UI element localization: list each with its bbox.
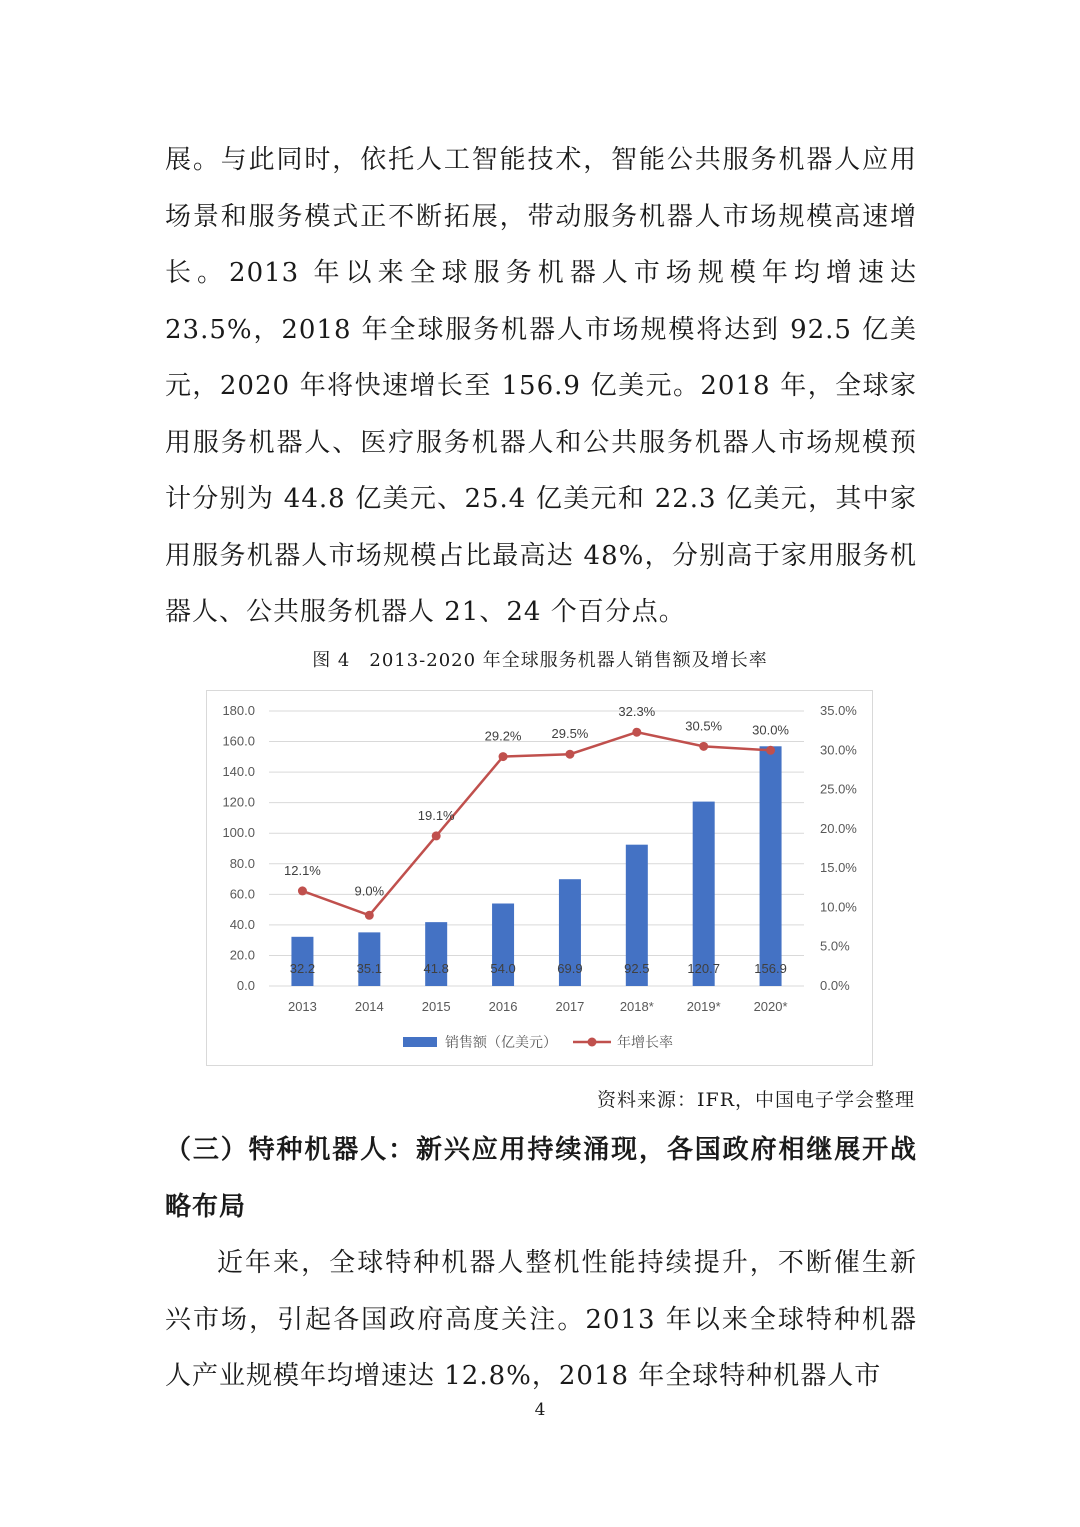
bar-value-label: 120.7 bbox=[687, 961, 720, 976]
chart-container bbox=[206, 690, 873, 1066]
x-axis-tick-label: 2018* bbox=[619, 999, 654, 1014]
left-axis-tick-label: 100.0 bbox=[222, 825, 255, 841]
growth-rate-point bbox=[565, 750, 574, 759]
legend-line-label: 年增长率 bbox=[617, 1035, 673, 1051]
left-axis-tick-label: 60.0 bbox=[229, 886, 255, 902]
bar bbox=[693, 802, 715, 986]
section-heading: （三）特种机器人：新兴应用持续涌现，各国政府相继展开战略布局 bbox=[165, 1135, 917, 1222]
left-axis-tick-label: 20.0 bbox=[229, 947, 255, 963]
growth-rate-point bbox=[432, 831, 441, 840]
growth-rate-point bbox=[499, 752, 508, 761]
x-axis-tick-label: 2020* bbox=[753, 999, 788, 1014]
page-number: 4 bbox=[534, 1400, 546, 1420]
growth-rate-label: 29.5% bbox=[551, 726, 589, 742]
bar-value-label: 35.1 bbox=[356, 961, 382, 976]
figure-caption: 图 4 2013-2020 年全球服务机器人销售额及增长率 bbox=[312, 650, 768, 671]
growth-rate-label: 12.1% bbox=[284, 862, 321, 878]
right-axis-tick-label: 25.0% bbox=[820, 781, 857, 797]
bar bbox=[760, 746, 782, 986]
right-axis-tick-label: 30.0% bbox=[820, 742, 857, 758]
bar-value-label: 92.5 bbox=[624, 961, 650, 976]
legend-bar-swatch bbox=[403, 1037, 437, 1047]
growth-rate-label: 9.0% bbox=[354, 883, 385, 899]
left-axis-tick-label: 80.0 bbox=[229, 855, 255, 871]
chart-source: 资料来源：IFR，中国电子学会整理 bbox=[597, 1089, 915, 1111]
bar-value-label: 69.9 bbox=[557, 961, 583, 976]
left-axis-tick-label: 40.0 bbox=[229, 916, 255, 932]
right-axis-tick-label: 5.0% bbox=[820, 938, 850, 954]
growth-rate-point bbox=[699, 742, 708, 751]
bar-value-label: 156.9 bbox=[754, 961, 787, 976]
growth-rate-point bbox=[632, 728, 641, 737]
left-axis-tick-label: 0.0 bbox=[236, 978, 255, 993]
bar bbox=[425, 922, 447, 986]
left-axis-tick-label: 120.0 bbox=[222, 794, 255, 810]
left-axis-tick-label: 160.0 bbox=[222, 733, 255, 749]
growth-rate-label: 29.2% bbox=[484, 728, 522, 744]
growth-rate-label: 30.5% bbox=[685, 718, 723, 734]
x-axis-tick-label: 2019* bbox=[686, 999, 721, 1014]
legend-bar-label: 销售额（亿美元） bbox=[445, 1035, 557, 1051]
growth-rate-point bbox=[365, 911, 374, 920]
right-axis-tick-label: 0.0% bbox=[820, 978, 850, 993]
bar bbox=[358, 932, 380, 986]
right-axis-tick-label: 35.0% bbox=[820, 703, 857, 718]
legend-line-marker bbox=[588, 1038, 597, 1047]
combo-chart bbox=[207, 691, 874, 1067]
growth-rate-label: 19.1% bbox=[417, 807, 455, 823]
x-axis-tick-label: 2016 bbox=[488, 999, 518, 1014]
body-paragraph-1: 展。与此同时，依托人工智能技术，智能公共服务机器人应用场景和服务模式正不断拓展，带动服务机器人市场规模高速增长。2013 年以来全球服务机器人市场规模年均增速达 23.5%，2018 年全球服务机器人市场规模将达到 92.5 亿美元，2020 年将快速增长至 156.9 亿美元。2018 年，全球家用服务机器人、医疗服务机器人和公共服务机器人市场规模预计分别为 44.8 亿美元、25.4 亿美元和 22.3 亿美元，其中家用服务机器人市场规模占比最高达 48%，分别高于家用服务机器人、公共服务机器人 21、24 个百分点。 bbox=[165, 145, 917, 627]
right-axis-tick-label: 20.0% bbox=[820, 820, 857, 836]
bar-value-label: 41.8 bbox=[423, 961, 449, 976]
bar-value-label: 32.2 bbox=[289, 961, 316, 976]
growth-rate-point bbox=[298, 886, 307, 895]
right-axis-tick-label: 15.0% bbox=[820, 860, 857, 876]
growth-rate-label: 30.0% bbox=[752, 722, 789, 738]
left-axis-tick-label: 180.0 bbox=[222, 703, 255, 718]
x-axis-tick-label: 2015 bbox=[421, 999, 451, 1014]
x-axis-tick-label: 2017 bbox=[555, 999, 585, 1014]
growth-rate-point bbox=[766, 746, 775, 755]
left-axis-tick-label: 140.0 bbox=[222, 764, 255, 780]
growth-rate-label: 32.3% bbox=[618, 704, 656, 720]
bar-value-label: 54.0 bbox=[490, 961, 516, 976]
x-axis-tick-label: 2013 bbox=[287, 999, 317, 1014]
body-paragraph-2: 近年来，全球特种机器人整机性能持续提升，不断催生新兴市场，引起各国政府高度关注。2013 年以来全球特种机器人产业规模年均增速达 12.8%，2018 年全球特种机器人市 bbox=[165, 1248, 917, 1391]
right-axis-tick-label: 10.0% bbox=[820, 899, 857, 915]
x-axis-tick-label: 2014 bbox=[354, 999, 384, 1014]
